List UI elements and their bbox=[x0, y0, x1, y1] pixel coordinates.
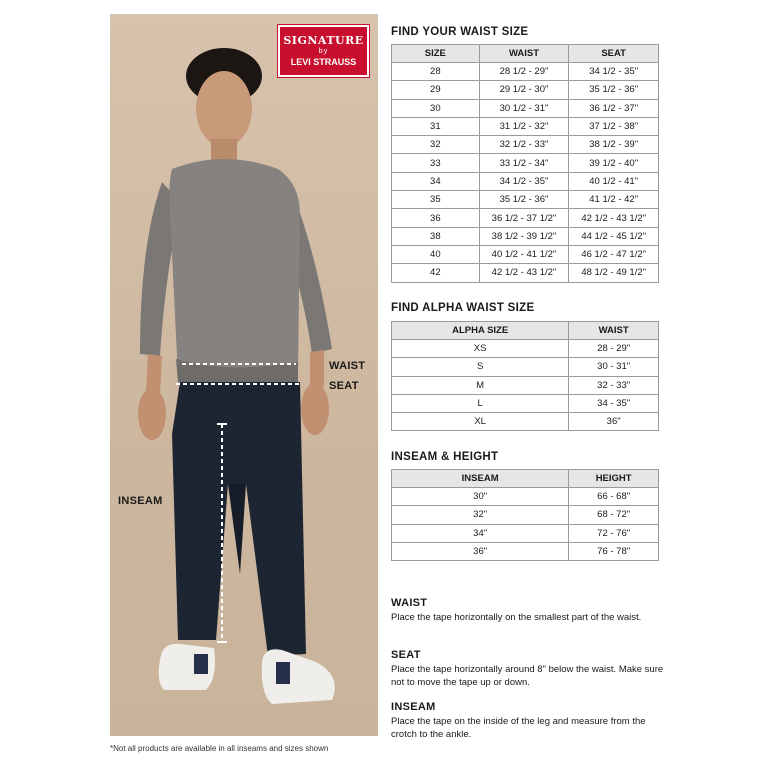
size-cell: 30 bbox=[392, 99, 480, 117]
inseam-label: INSEAM bbox=[118, 495, 163, 507]
waist-cell: 38 1/2 - 39 1/2" bbox=[479, 227, 569, 245]
seat-cell: 38 1/2 - 39" bbox=[569, 136, 659, 154]
size-cell: 31 bbox=[392, 117, 480, 135]
table-row bbox=[392, 340, 659, 358]
header-alpha-waist: WAIST bbox=[569, 322, 659, 340]
header-inseam: INSEAM bbox=[392, 470, 569, 488]
alpha-size-cell: M bbox=[392, 376, 569, 394]
waist-cell: 29 1/2 - 30" bbox=[479, 81, 569, 99]
table-row bbox=[392, 172, 659, 190]
waist-cell: 28 1/2 - 29" bbox=[479, 63, 569, 81]
waist-size-table bbox=[391, 44, 659, 283]
inseam-cell: 30" bbox=[392, 488, 569, 506]
size-cell: 28 bbox=[392, 63, 480, 81]
waist-cell: 32 1/2 - 33" bbox=[479, 136, 569, 154]
seat-cell: 35 1/2 - 36" bbox=[569, 81, 659, 99]
footnote: *Not all products are available in all inseams and sizes shown bbox=[110, 744, 329, 753]
table-header-row bbox=[392, 322, 659, 340]
table-header-row bbox=[392, 45, 659, 63]
size-cell: 35 bbox=[392, 191, 480, 209]
size-cell: 32 bbox=[392, 136, 480, 154]
alpha-size-cell: XS bbox=[392, 340, 569, 358]
seat-instruction-text: Place the tape horizontally around 8" below the waist. Make sure not to move the tape up or down. bbox=[391, 664, 664, 688]
header-size: SIZE bbox=[392, 45, 480, 63]
seat-cell: 36 1/2 - 37" bbox=[569, 99, 659, 117]
size-cell: 36 bbox=[392, 209, 480, 227]
waist-instruction-text: Place the tape horizontally on the smallest part of the waist. bbox=[391, 612, 642, 623]
inseam-cell: 34" bbox=[392, 524, 569, 542]
seat-cell: 46 1/2 - 47 1/2" bbox=[569, 245, 659, 263]
waist-cell: 34 1/2 - 35" bbox=[479, 172, 569, 190]
table-row bbox=[392, 542, 659, 560]
size-cell: 38 bbox=[392, 227, 480, 245]
model-illustration bbox=[110, 14, 378, 736]
table-row bbox=[392, 264, 659, 282]
waist-cell: 36 1/2 - 37 1/2" bbox=[479, 209, 569, 227]
waist-cell: 30 1/2 - 31" bbox=[479, 99, 569, 117]
seat-cell: 41 1/2 - 42" bbox=[569, 191, 659, 209]
height-cell: 66 - 68" bbox=[569, 488, 659, 506]
size-cell: 29 bbox=[392, 81, 480, 99]
table-row bbox=[392, 488, 659, 506]
waist-instruction bbox=[391, 597, 671, 624]
alpha-waist-cell: 34 - 35" bbox=[569, 394, 659, 412]
inseam-height-table bbox=[391, 469, 659, 561]
table-row bbox=[392, 191, 659, 209]
waist-cell: 33 1/2 - 34" bbox=[479, 154, 569, 172]
table-row bbox=[392, 413, 659, 431]
inseam-cell: 32" bbox=[392, 506, 569, 524]
waist-cell: 42 1/2 - 43 1/2" bbox=[479, 264, 569, 282]
table-row bbox=[392, 117, 659, 135]
size-cell: 34 bbox=[392, 172, 480, 190]
alpha-size-cell: L bbox=[392, 394, 569, 412]
header-height: HEIGHT bbox=[569, 470, 659, 488]
waist-label: WAIST bbox=[329, 360, 366, 372]
seat-instruction-title: SEAT bbox=[391, 649, 421, 661]
alpha-waist-cell: 36" bbox=[569, 413, 659, 431]
alpha-size-cell: XL bbox=[392, 413, 569, 431]
table-row bbox=[392, 358, 659, 376]
table-row bbox=[392, 245, 659, 263]
inseam-instruction-text: Place the tape on the inside of the leg and measure from the crotch to the ankle. bbox=[391, 716, 646, 740]
seat-cell: 40 1/2 - 41" bbox=[569, 172, 659, 190]
header-waist: WAIST bbox=[479, 45, 569, 63]
alpha-waist-cell: 30 - 31" bbox=[569, 358, 659, 376]
waist-cell: 35 1/2 - 36" bbox=[479, 191, 569, 209]
header-seat: SEAT bbox=[569, 45, 659, 63]
waist-instruction-title: WAIST bbox=[391, 597, 428, 609]
height-cell: 68 - 72" bbox=[569, 506, 659, 524]
logo-line-2: by bbox=[318, 48, 329, 55]
seat-cell: 34 1/2 - 35" bbox=[569, 63, 659, 81]
table-row bbox=[392, 154, 659, 172]
table-row bbox=[392, 209, 659, 227]
inseam-instruction-title: INSEAM bbox=[391, 701, 436, 713]
alpha-waist-cell: 28 - 29" bbox=[569, 340, 659, 358]
seat-cell: 42 1/2 - 43 1/2" bbox=[569, 209, 659, 227]
waist-cell: 40 1/2 - 41 1/2" bbox=[479, 245, 569, 263]
waist-table-title: FIND YOUR WAIST SIZE bbox=[391, 26, 529, 38]
height-cell: 72 - 76" bbox=[569, 524, 659, 542]
height-cell: 76 - 78" bbox=[569, 542, 659, 560]
logo-line-3: LEVI STRAUSS bbox=[290, 57, 357, 67]
signature-logo bbox=[278, 25, 369, 77]
table-row bbox=[392, 227, 659, 245]
logo-line-1: SIGNATURE bbox=[283, 34, 364, 47]
seat-cell: 39 1/2 - 40" bbox=[569, 154, 659, 172]
seat-instruction bbox=[391, 649, 671, 689]
seat-cell: 44 1/2 - 45 1/2" bbox=[569, 227, 659, 245]
table-row bbox=[392, 524, 659, 542]
seat-cell: 48 1/2 - 49 1/2" bbox=[569, 264, 659, 282]
table-row bbox=[392, 506, 659, 524]
header-alpha-size: ALPHA SIZE bbox=[392, 322, 569, 340]
table-row bbox=[392, 136, 659, 154]
inseam-table-title: INSEAM & HEIGHT bbox=[391, 451, 499, 463]
size-cell: 33 bbox=[392, 154, 480, 172]
table-row bbox=[392, 376, 659, 394]
table-row bbox=[392, 394, 659, 412]
table-row bbox=[392, 81, 659, 99]
size-cell: 42 bbox=[392, 264, 480, 282]
size-cell: 40 bbox=[392, 245, 480, 263]
alpha-waist-cell: 32 - 33" bbox=[569, 376, 659, 394]
alpha-size-table bbox=[391, 321, 659, 431]
inseam-cell: 36" bbox=[392, 542, 569, 560]
seat-cell: 37 1/2 - 38" bbox=[569, 117, 659, 135]
alpha-size-cell: S bbox=[392, 358, 569, 376]
model-photo bbox=[110, 14, 378, 736]
inseam-instruction bbox=[391, 701, 671, 741]
alpha-table-title: FIND ALPHA WAIST SIZE bbox=[391, 302, 535, 314]
waist-cell: 31 1/2 - 32" bbox=[479, 117, 569, 135]
table-row bbox=[392, 99, 659, 117]
table-row bbox=[392, 63, 659, 81]
table-header-row bbox=[392, 470, 659, 488]
seat-label: SEAT bbox=[329, 380, 359, 392]
